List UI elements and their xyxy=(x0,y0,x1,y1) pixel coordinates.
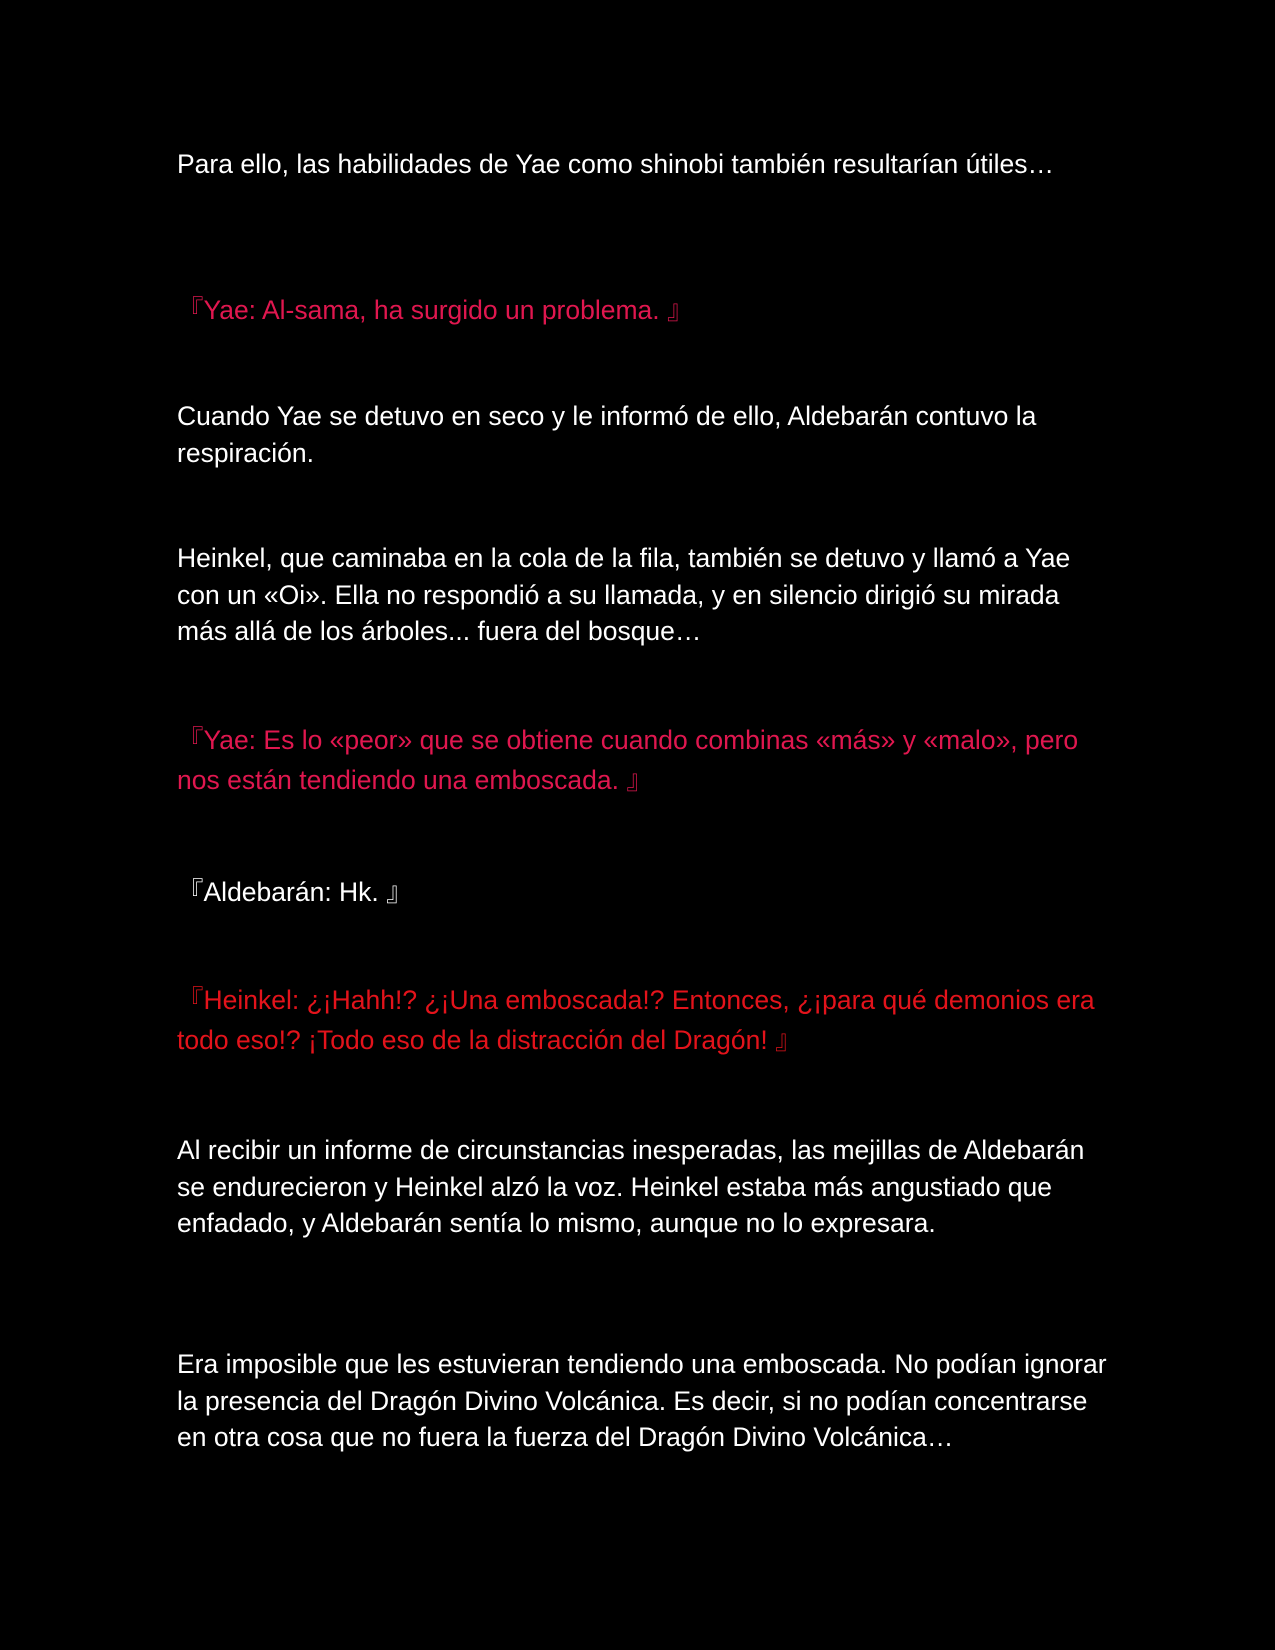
dialogue-yae: 『Yae: Al-sama, ha surgido un problema. 』 xyxy=(177,295,694,325)
narration-paragraph: Heinkel, que caminaba en la cola de la fila, también se detuvo y llamó a Yae con un «Oi». Ella no respondió a su llamada, y en silencio dirigió su mirada más allá de los árboles... fuera del bosque… xyxy=(177,543,1071,646)
narration-paragraph: Era imposible que les estuvieran tendiendo una emboscada. No podían ignorar la presencia del Dragón Divino Volcánica. Es decir, si no podían concentrarse en otra cosa que no fuera la fuerza del Dragón Divino Volcánica… xyxy=(177,1349,1107,1452)
narration-paragraph: Para ello, las habilidades de Yae como shinobi también resultarían útiles… xyxy=(177,149,1054,179)
narration-paragraph: Cuando Yae se detuvo en seco y le informó de ello, Aldebarán contuvo la respiración. xyxy=(177,401,1037,468)
dialogue-heinkel: 『Heinkel: ¿¡Hahh!? ¿¡Una emboscada!? Entonces, ¿¡para qué demonios era todo eso!? ¡Todo eso de la distracción del Dragón! 』 xyxy=(177,985,1095,1055)
narration-paragraph: Al recibir un informe de circunstancias inesperadas, las mejillas de Aldebarán se endurecieron y Heinkel alzó la voz. Heinkel estaba más angustiado que enfadado, y Aldebarán sentía lo mismo, aunque no lo expresara. xyxy=(177,1135,1085,1238)
dialogue-aldebaran: 『Aldebarán: Hk. 』 xyxy=(177,877,413,907)
dialogue-yae: 『Yae: Es lo «peor» que se obtiene cuando combinas «más» y «malo», pero nos están tendiendo una emboscada. 』 xyxy=(177,725,1079,795)
